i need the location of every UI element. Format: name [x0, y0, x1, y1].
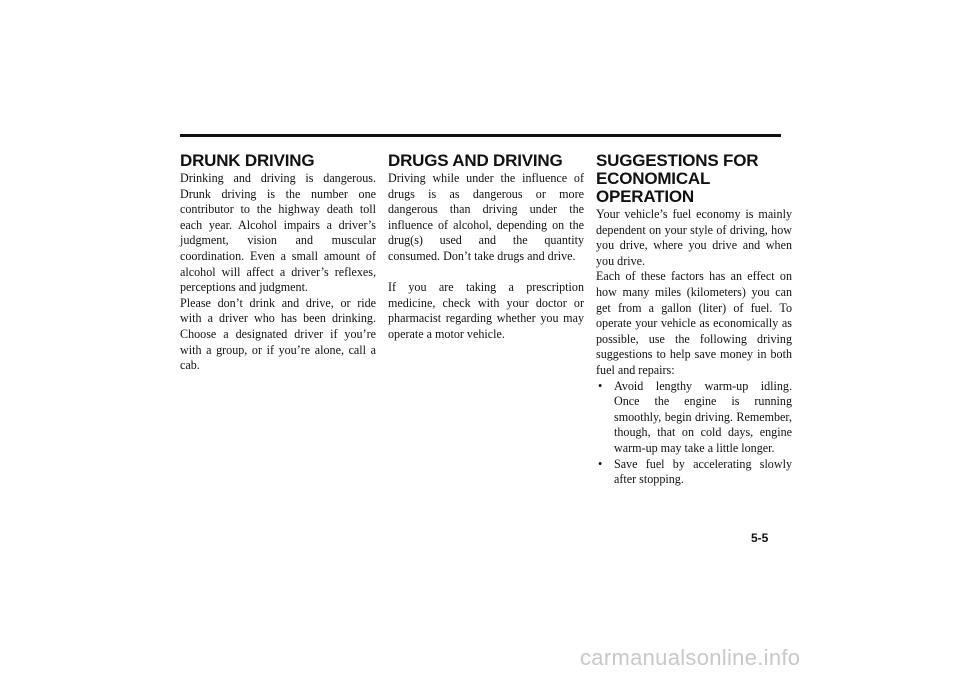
bullet-icon: • [598, 378, 603, 393]
section-heading-drunk-driving: DRUNK DRIVING [180, 151, 315, 170]
section-heading-drugs-and-driving: DRUGS AND DRIVING [388, 151, 563, 170]
paragraph: Driving while under the influence of drugs is as dangerous or more dangerous than driving under the influence of alcohol, depending on the drug(s) used and the quantity consumed. Don’t take drugs and drive. [388, 171, 584, 263]
list-item [596, 379, 792, 457]
paragraph: Each of these factors has an effect on how many miles (kilometers) you can get from a gallon (liter) of fuel. To operate your vehicle as economically as possible, use the following driving suggestions to help save money in both fuel and repairs: [596, 269, 792, 377]
page-number: 5-5 [751, 531, 769, 545]
header-rule [180, 134, 781, 137]
section-heading-economical-operation: SUGGESTIONS FOR ECONOMICAL OPERATION [596, 151, 759, 206]
paragraph: Your vehicle’s fuel economy is mainly dependent on your style of driving, how you drive, where you drive and when you drive. [596, 207, 792, 268]
paragraph: Please don’t drink and drive, or ride with a driver who has been drinking. Choose a designated driver if you’re with a group, or if you’re alone, call a cab. [180, 295, 376, 373]
paragraph-spacer [388, 265, 584, 281]
paragraph: Drinking and driving is dangerous. Drunk driving is the number one contributor to the highway death toll each year. Alcohol impairs a driver’s judgment, vision and muscular coordination. Even a small amount of alcohol will affect a driver’s reflexes, perceptions and judgment. [180, 171, 376, 295]
watermark: carmanualsonline.info [580, 645, 801, 670]
column-drugs-and-driving [388, 152, 584, 343]
list-item-text: Avoid lengthy warm-up idling. Once the engine is running smoothly, begin driving. Remember, though, that on cold days, engine warm-up may take a little longer. [614, 378, 792, 455]
bullet-icon: • [598, 456, 603, 471]
suggestion-list [596, 379, 792, 488]
list-item [596, 457, 792, 488]
column-economical-operation [596, 152, 792, 488]
column-drunk-driving [180, 152, 376, 374]
list-item-text: Save fuel by accelerating slowly after stopping. [614, 456, 792, 487]
paragraph: If you are taking a prescription medicine, check with your doctor or pharmacist regarding whether you may operate a motor vehicle. [388, 280, 584, 341]
